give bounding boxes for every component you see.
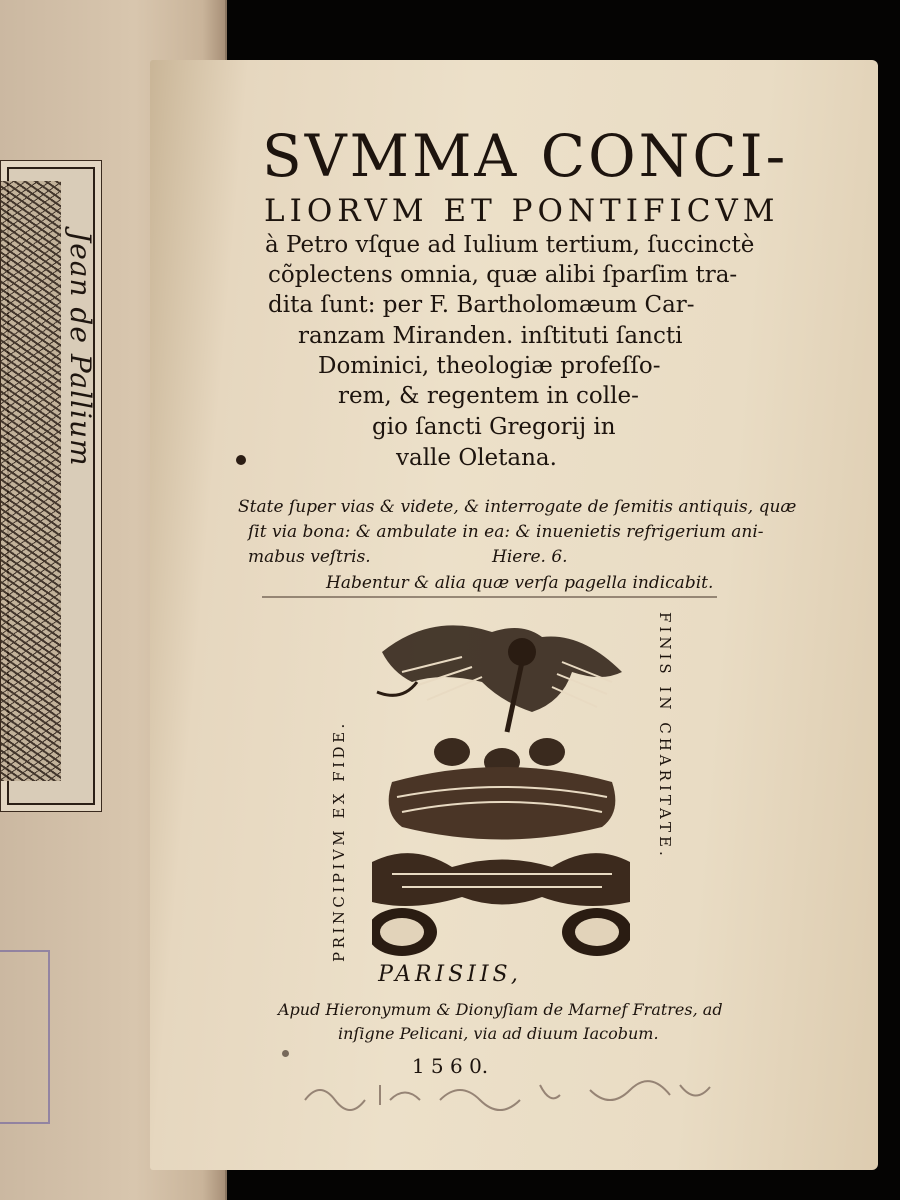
motto-right: FINIS IN CHARITATE.: [656, 612, 674, 860]
struck-inscription: [262, 596, 717, 598]
title-line-3: à Petro vſque ad Iulium tertium, ſuccinctè: [265, 232, 755, 258]
imprint-line-2: inſigne Pelicani, via ad diuum Iacobum.: [338, 1024, 659, 1043]
pelican-woodcut-icon: [372, 612, 630, 962]
imprint-line-1: Apud Hieronymum & Dionyſiam de Marnef Fratres, ad: [278, 1000, 723, 1019]
title-line-2: LIORVM ET PONTIFICVM: [264, 193, 780, 229]
imprint-city: PARISIIS,: [378, 962, 522, 987]
scripture-quote-line-1: State ſuper vias & videte, & interrogate de ſemitis antiquis, quæ: [238, 497, 797, 517]
title-line-8: rem, & regentem in colle-: [338, 383, 639, 409]
ink-stain: [236, 455, 246, 465]
provenance-inscription: [300, 1075, 720, 1122]
bookplate-engraving: [1, 181, 61, 781]
handwritten-inscription-icon: [300, 1075, 720, 1115]
title-line-9: gio ſancti Gregorij in: [372, 414, 616, 440]
scripture-quote-line-3: mabus veſtris.: [248, 547, 371, 567]
title-line-10: valle Oletana.: [396, 445, 557, 471]
imprint-year: 1 5 6 0.: [411, 1054, 489, 1078]
contents-note: Habentur & alia quæ verſa pagella indicabit.: [326, 573, 714, 593]
scripture-reference: Hiere. 6.: [492, 547, 568, 567]
bookplate-inscription: Jean de Pallium: [64, 231, 97, 467]
title-line-5: dita ſunt: per F. Bartholomæum Car-: [268, 292, 695, 318]
title-line-1: SVMMA CONCI-: [262, 122, 789, 190]
scripture-quote-line-2: ſit via bona: & ambulate in ea: & inuenietis refrigerium ani-: [248, 522, 764, 542]
title-line-6: ranzam Miranden. inſtituti ſancti: [298, 323, 683, 349]
title-line-7: Dominici, theologiæ profeſſo-: [318, 353, 661, 379]
motto-left: PRINCIPIVM EX FIDE.: [330, 720, 348, 962]
title-line-4: cõplectens omnia, quæ alibi ſparſim tra-: [268, 262, 738, 288]
bookplate: [0, 160, 102, 812]
